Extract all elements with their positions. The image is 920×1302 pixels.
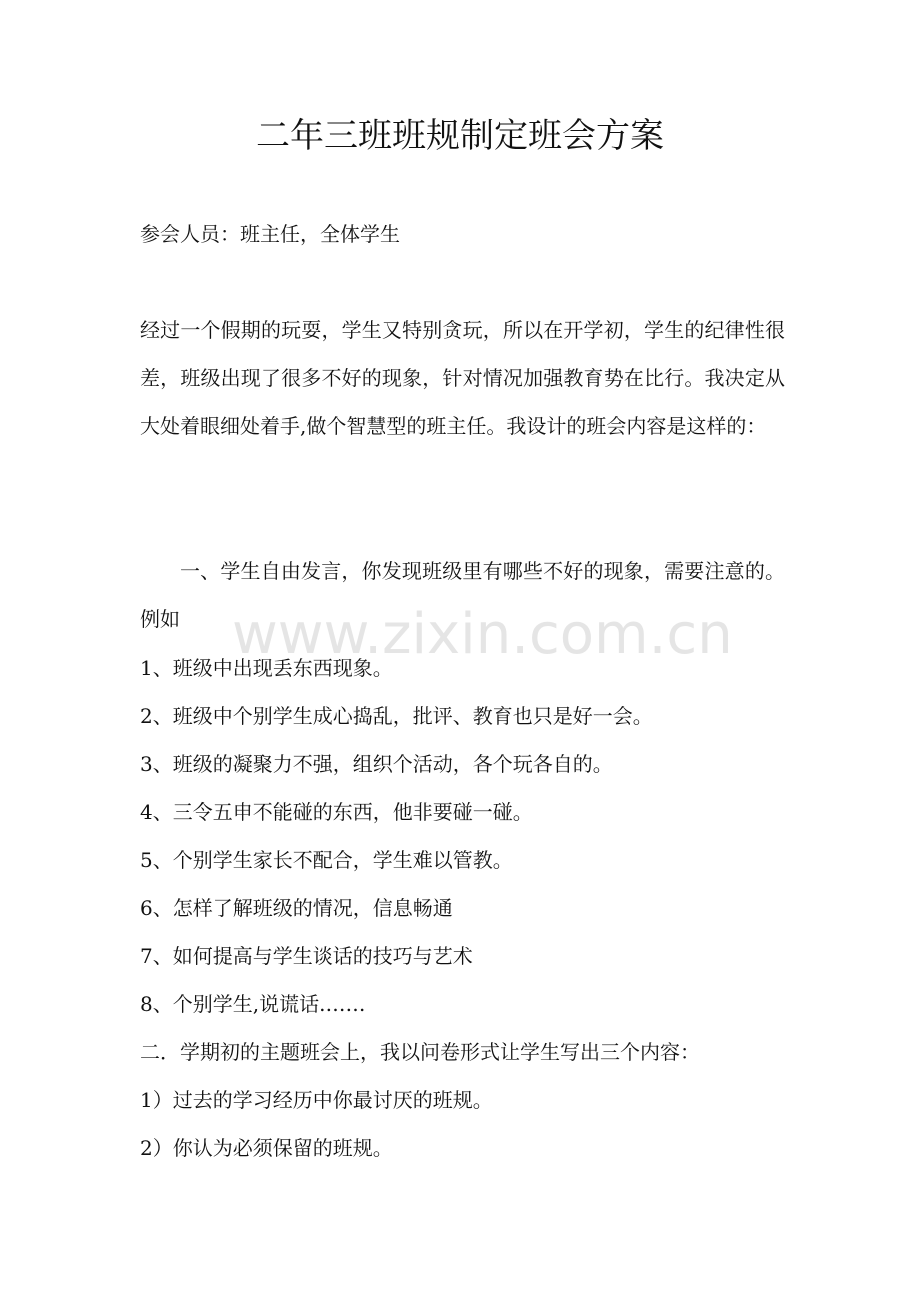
list-item: 2、班级中个别学生成心捣乱，批评、教育也只是好一会。: [140, 704, 653, 728]
list-item: 5、个别学生家长不配合，学生难以管教。: [140, 848, 513, 872]
section2-intro: 二．学期初的主题班会上，我以问卷形式让学生写出三个内容：: [140, 1040, 700, 1064]
participants-line: 参会人员：班主任，全体学生: [140, 222, 400, 246]
list-item: 1、班级中出现丢东西现象。: [140, 656, 393, 680]
list-item: 2）你认为必须保留的班规。: [140, 1136, 393, 1160]
list-item: 8、个别学生,说谎话.……: [140, 992, 366, 1016]
list-item: 1）过去的学习经历中你最讨厌的班规。: [140, 1088, 493, 1112]
list-item: 7、如何提高与学生谈话的技巧与艺术: [140, 944, 473, 968]
list-item: 6、怎样了解班级的情况，信息畅通: [140, 896, 453, 920]
document-title: 二年三班班规制定班会方案: [256, 116, 664, 156]
list-item: 4、三令五申不能碰的东西，他非要碰一碰。: [140, 800, 533, 824]
list-item: 3、班级的凝聚力不强，组织个活动，各个玩各自的。: [140, 752, 613, 776]
intro-paragraph: 经过一个假期的玩耍，学生又特别贪玩，所以在开学初，学生的纪律性很差，班级出现了很多不好的现象，针对情况加强教育势在比行。我决定从大处着眼细处着手,做个智慧型的班主任。我设计的班会内容是这样的：: [140, 318, 785, 438]
section1-intro: 一、学生自由发言，你发现班级里有哪些不好的现象，需要注意的。例如: [140, 559, 785, 631]
watermark: www.zixin.com.cn: [232, 602, 733, 667]
